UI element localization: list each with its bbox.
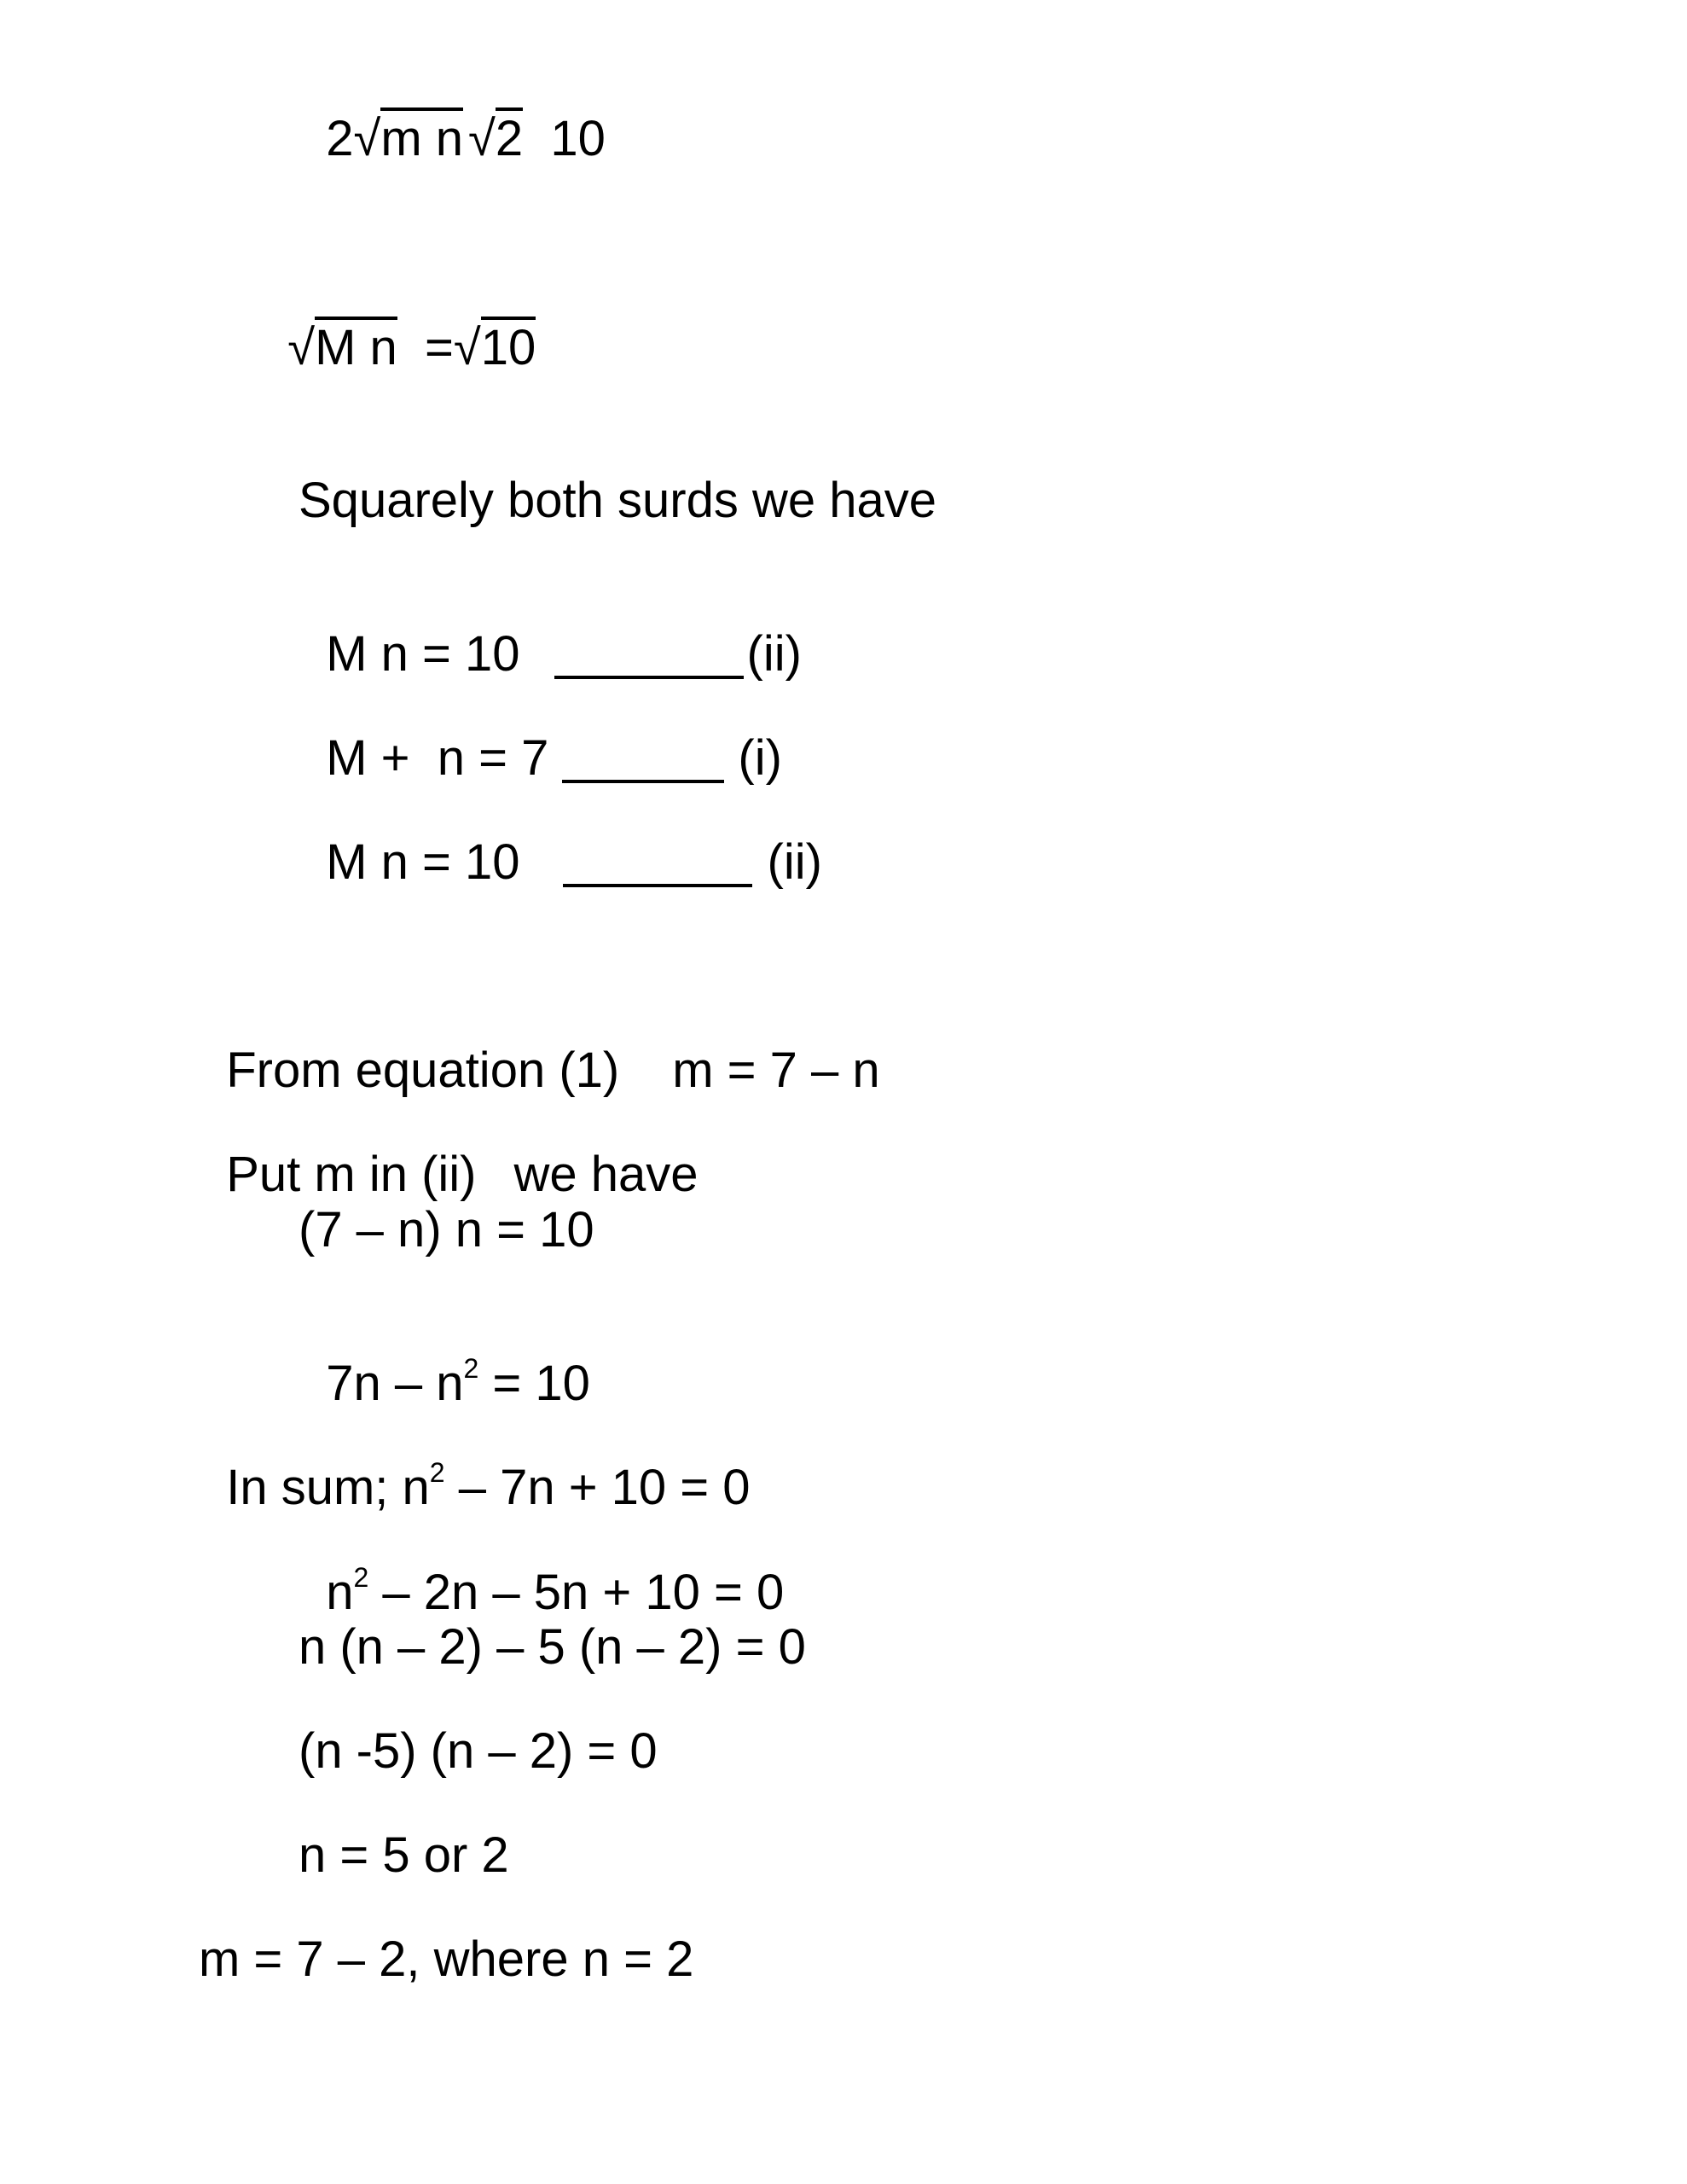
equation-line [199, 1414, 751, 1513]
equation-line: n (n – 2) – 5 (n – 2) = 0 [299, 1619, 806, 1675]
equation-line: (7 – n) n = 10 [299, 1202, 594, 1258]
equation-line: (n -5) (n – 2) = 0 [299, 1723, 658, 1779]
radicand: m n [380, 107, 463, 164]
equation-tag: (ii) [746, 626, 802, 682]
text-line [199, 996, 880, 1098]
equation-tag: (i) [738, 730, 782, 786]
expression: M + n = 7 [326, 730, 549, 786]
radical-icon: √ [468, 111, 496, 166]
expression: n [326, 1565, 354, 1620]
radicand: M n [315, 317, 397, 373]
expression: M n = 10 [326, 834, 520, 890]
equals: = [397, 320, 454, 375]
expression: = 10 [478, 1356, 590, 1411]
radical-icon: √ [287, 320, 316, 375]
coefficient: 2 [326, 111, 354, 166]
equation-line: m = 7 – 2, where n = 2 [199, 1931, 694, 1987]
text-line [199, 1101, 699, 1202]
exponent: 2 [429, 1456, 445, 1488]
blank-rule [562, 742, 724, 783]
equation-line [299, 788, 822, 890]
equation-line: n = 5 or 2 [299, 1827, 509, 1883]
radical-icon: √ [353, 111, 381, 166]
expression: M n = 10 [326, 626, 520, 682]
text-line: Squarely both surds we have [299, 473, 936, 528]
radicand: 10 [481, 317, 536, 373]
value: 10 [523, 111, 606, 166]
text: Put m in (ii) [226, 1147, 477, 1202]
exponent: 2 [353, 1561, 369, 1593]
equation-line [299, 1519, 784, 1618]
blank-rule [554, 638, 744, 679]
blank-rule [563, 846, 752, 887]
equation-line [299, 684, 782, 786]
radicand: 2 [496, 107, 523, 164]
radical-icon: √ [453, 320, 481, 375]
expression: 7n – n [326, 1356, 464, 1411]
text: we have [513, 1147, 699, 1202]
equation: m = 7 – n [672, 1043, 880, 1098]
equation-tag: (ii) [767, 834, 822, 890]
equation-line [299, 580, 802, 682]
expression: – 7n + 10 = 0 [444, 1460, 751, 1515]
equation-line [299, 1310, 590, 1409]
expression: – 2n – 5n + 10 = 0 [368, 1565, 785, 1620]
exponent: 2 [463, 1352, 479, 1384]
text: From equation (1) [226, 1043, 620, 1098]
equation-line-2 [260, 267, 536, 373]
equation-line-1 [299, 58, 606, 164]
expression: In sum; n [226, 1460, 430, 1515]
